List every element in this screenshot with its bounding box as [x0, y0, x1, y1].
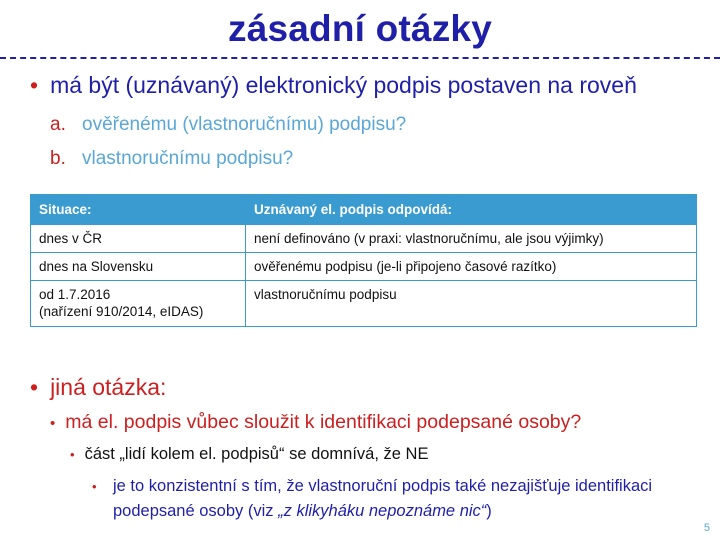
- table-header-row: [31, 195, 697, 225]
- question-2-text: jiná otázka:: [50, 374, 167, 400]
- cell-situation: dnes na Slovensku: [31, 253, 246, 281]
- cell-equivalent: vlastnoručnímu podpisu: [246, 281, 697, 327]
- bullet-marker: •: [50, 415, 56, 432]
- question-2-point: [70, 445, 428, 464]
- signature-equivalence-table: [30, 194, 697, 327]
- option-b: [50, 148, 293, 170]
- cell-situation-date: od 1.7.2016: [39, 287, 111, 302]
- cell-equivalent: ověřenému podpisu (je-li připojeno časové razítko): [246, 253, 697, 281]
- cell-situation: dnes v ČR: [31, 225, 246, 253]
- question-2-sub-text: má el. podpis vůbec sloužit k identifikaci podepsané osoby?: [65, 411, 582, 433]
- cell-situation-note: (nařízení 910/2014, eIDAS): [39, 304, 204, 319]
- option-b-marker: b.: [50, 148, 66, 169]
- detail-text-before: je to konzistentní s tím, že vlastnoruční podpis také nezajišťuje identifikaci podepsané osoby (viz: [113, 477, 653, 520]
- bullet-marker: •: [30, 374, 39, 400]
- bullet-marker: •: [92, 479, 97, 494]
- table-row: [31, 281, 697, 327]
- option-a-text: ověřenému (vlastnoručnímu) podpisu?: [82, 114, 407, 135]
- question-1-text: má být (uznávaný) elektronický podpis postaven na roveň: [50, 72, 637, 98]
- question-2-point-text: část „lidí kolem el. podpisů“ se domnívá, že NE: [84, 445, 429, 463]
- table-row: [31, 225, 697, 253]
- table-row: [31, 253, 697, 281]
- header-equivalent: Uznávaný el. podpis odpovídá:: [246, 195, 697, 225]
- bullet-marker: •: [70, 447, 75, 462]
- option-b-text: vlastnoručnímu podpisu?: [82, 148, 294, 169]
- title-divider: [0, 57, 720, 59]
- question-1: [30, 72, 637, 99]
- cell-equivalent: není definováno (v praxi: vlastnoručnímu, ale jsou výjimky): [246, 225, 697, 253]
- option-a-marker: a.: [50, 114, 66, 135]
- question-2: [30, 374, 166, 401]
- page-number: 5: [703, 522, 710, 534]
- cell-situation: [31, 281, 246, 327]
- question-2-detail: [92, 474, 717, 524]
- detail-text-after: ): [486, 502, 492, 520]
- detail-text-italic: „z klikyháku nepoznáme nic“: [278, 502, 487, 520]
- question-2-detail-text: [113, 474, 717, 524]
- bullet-marker: •: [30, 72, 39, 98]
- slide-title: zásadní otázky: [228, 8, 492, 49]
- header-situation: Situace:: [31, 195, 246, 225]
- option-a: [50, 114, 406, 136]
- question-2-sub: [50, 411, 581, 434]
